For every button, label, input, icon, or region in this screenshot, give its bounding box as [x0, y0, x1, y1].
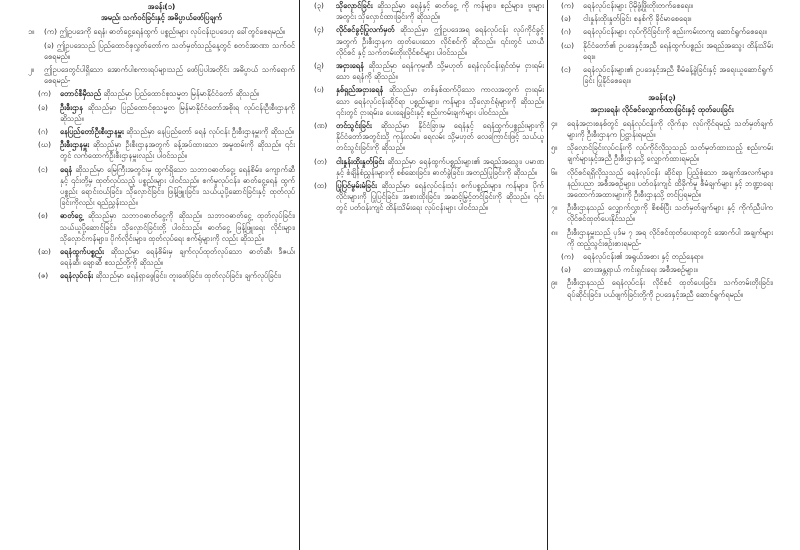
- section-text: လိုင်စင်ရရှိလိုသူသည် ရေနံလုပ်ငန်း ဆိုင်ရာ ပြည့်စုံသော အချက်အလက်များ၊ နည်းပညာ အစီအစဉ်များ၊ ပတ်ဝန်းကျင် ထိခိုက်မှု စီမံချက်များ နှင့် ဘဏ္ဍာရေး အထောက်အထားများကို ဦးစီးဌာနသို့ တင်ပြရမည်။: [567, 167, 773, 200]
- clause-text: ရေနံလုပ်ငန်းများ ပိုမိုဖွံ့ဖြိုးတိုးတက်စေရေး။: [583, 1, 693, 10]
- section-text: သိုလှောင်ခြင်းလုပ်ငန်းကို လုပ်ကိုင်လိုသူသည် သတ်မှတ်ထားသည့် စည်းကမ်းချက်များနှင့်အညီ ဦးစီးဌာနသို့ လျှောက်ထားရမည်။: [567, 143, 773, 164]
- clause-label: (ဇ): [38, 271, 49, 281]
- clause-label: (ဂ): [561, 27, 571, 37]
- section-list: [551, 118, 773, 249]
- clause-text: ငါးနှုန်းထိုးနှုတ်ခြင်း ဆိုသည်မှာ ရေနံထွက်ပစ္စည်းများ၏ အရည်အသွေး၊ ပမာဏ နှင့် စံချိန်စံညွှန်းများကို စစ်ဆေးခြင်း၊ ဓာတ်ခွဲခြင်း၊ အတည်ပြုခြင်းကို ဆိုသည်။: [336, 156, 544, 177]
- clause-label: (ခ): [38, 102, 48, 112]
- section-paragraph: [28, 40, 295, 62]
- clause-item: [561, 40, 773, 62]
- clause-item: [314, 120, 544, 154]
- clause-text: နိုင်ငံတော်၏ ဥပဒေနှင့်အညီ ရေနံထွက်ပစ္စည်း အရည်အသွေး ထိန်းသိမ်းရေး။: [583, 40, 773, 61]
- defined-term: ရေနံထွက်ပစ္စည်း: [60, 247, 104, 257]
- clause-label: (င): [38, 164, 48, 174]
- clause-label: (၄): [314, 25, 324, 35]
- chapter-title: အခန်း(၁): [147, 2, 176, 11]
- clause-text: ပြုပြင်မွမ်းမံခြင်း ဆိုသည်မှာ ရေနံလုပ်ငန်းသုံး စက်ပစ္စည်းများ၊ ကန်များ၊ ပိုက်လိုင်းများကို ပြုပြင်ခြင်း၊ အစားထိုးခြင်း၊ အဆင့်မြှင့်တင်ခြင်းကို ဆိုသည်။ ၎င်းတွင် ပတ်ဝန်းကျင် ထိန်းသိမ်းရေး လုပ်ငန်းများ ပါဝင်သည်။: [336, 181, 544, 213]
- clause-item: [38, 270, 295, 281]
- section-paragraph: [551, 227, 773, 249]
- defined-term: သိုလှောင်ခြင်း: [336, 1, 373, 10]
- clause-label: (ဃ): [561, 40, 574, 50]
- clause-label: (င): [561, 65, 571, 75]
- defined-term: တောင်စီမှီသည်: [60, 89, 102, 99]
- clause-label: (ဎ): [314, 85, 324, 95]
- clause-text: ရေနံလုပ်ငန်းများ လုပ်ကိုင်ခြင်းကို စည်းကမ်းတကျ ဆောင်ရွက်စေရေး။: [583, 27, 767, 37]
- clause-label: (က): [561, 252, 574, 262]
- clause-item: [314, 84, 544, 118]
- clause-item: [561, 13, 773, 24]
- section-number: ၇။: [551, 203, 558, 213]
- criteria-list: [551, 251, 773, 275]
- section-number: ၆။: [551, 167, 558, 177]
- section-text: ဦးစီးဌာနသည် လျှောက်လွှာကို စိစစ်ပြီး သတ်မှတ်ချက်များ နှင့် ကိုက်ညီပါက လိုင်စင်ထုတ်ပေးနိုင်သည်။: [567, 203, 773, 224]
- clause-label: (ဏ): [314, 121, 328, 131]
- clause-label: (၃): [314, 1, 324, 10]
- defined-term: လိုင်စင်ခွင့်ပြုလက်မှတ်: [336, 25, 395, 35]
- chapter-subtitle: အမည်၊ သက်ဝင်ခြင်းနှင့် အဓိပ္ပာယ်ဖော်ပြချက်: [100, 13, 223, 23]
- clause-label: (ဆ): [38, 247, 51, 257]
- clause-text: သိုလှောင်ခြင်း ဆိုသည်မှာ ရေနံနှင့် ဓာတ်ငွေ့ ကို ကန်များ၊ စည်များ၊ ဗူးများအတွင်း သိုလှောင်ထားခြင်းကို ဆိုသည်။: [336, 1, 544, 22]
- clause-item: [561, 264, 773, 275]
- clause-label: (ဂ): [38, 127, 48, 137]
- clause-text: ရေနံလုပ်ငန်း ဆိုသည်မှာ ရေနံရှာဖွေခြင်း၊ တူးဖော်ခြင်း၊ ထုတ်လုပ်ခြင်း၊ ချက်လုပ်ခြင်း၊: [60, 271, 281, 281]
- clause-label: (ခ): [561, 14, 571, 24]
- section-number: ၂။: [28, 65, 34, 75]
- section-paragraph: [28, 26, 295, 37]
- clause-text: ငါးနှုန်းထိုးနှုတ်ခြင်း စနစ်ကို ခိုင်မာစေရေး။: [583, 14, 692, 24]
- defined-term: ဦးစီးဌာနမှူး: [60, 140, 90, 150]
- clause-text: အငှားရေနံ ဆိုသည်မှာ ရေနံကုမ္ပဏီ သို့မဟုတ် ရေနံလုပ်ငန်းရှင်ထံမှ ငှားရမ်းသော ရေနံကို ဆိုသည်။: [336, 61, 544, 82]
- clause-item: [561, 64, 773, 86]
- clause-item: [561, 0, 773, 11]
- section-number: ၉။: [551, 278, 558, 288]
- clause-item: [314, 24, 544, 58]
- clause-text: ရေနံလုပ်ငန်း၏ အရွယ်အစား နှင့် တည်နေရာ။: [583, 252, 704, 262]
- section-number: [28, 40, 44, 62]
- section-text: ဤဥပဒေတွင်ပါရှိသော အောက်ပါစကားရပ်များသည် ဖော်ပြပါအတိုင်း အဓိပ္ပာယ် သက်ရောက်စေရမည်-: [44, 65, 295, 86]
- section-text: (က) ဤဥပဒေကို ရေနံ၊ ဓာတ်ငွေ့ရေနံထွက် ပစ္စည်းများ လုပ်ငန်းဥပဒေဟု ခေါ်တွင်စေရမည်။: [44, 27, 286, 37]
- left-column: [28, 0, 295, 550]
- clause-label: (တ): [314, 156, 327, 166]
- clause-text: ဓာတ်ငွေ့ ဆိုသည်မှာ သဘာဝဓာတ်ငွေ့ကို ဆိုသည်။ သဘာဝဓာတ်ငွေ့ ထုတ်လုပ်ခြင်း၊ သယ်ယူပို့ဆောင်ခြင်း၊ သိုလှောင်ခြင်းတို့ ပါဝင်သည်။ ဓာတ်ငွေ့ ဖြန့်ဖြူးရေး လိုင်းများ၊ သိုလှောင်ကန်များ၊ ပိုက်လိုင်းများ၊ ထုတ်လုပ်ရေး စက်ရုံများကို လည်း ဆိုသည်။: [60, 211, 295, 243]
- clause-text: လိုင်စင်ခွင့်ပြုလက်မှတ် ဆိုသည်မှာ ဤဥပဒေအရ ရေနံလုပ်ငန်း လုပ်ကိုင်ခွင့်အတွက် ဦးစီးဌာနက ထုတ်ပေးသော လိုင်စင်ကို ဆိုသည်။ ၎င်းတွင် ယာယီလိုင်စင် နှင့် သက်တမ်းတိုးလိုင်စင်များ ပါဝင်သည်။: [336, 25, 544, 57]
- clause-item: [314, 60, 544, 82]
- section-text: ရေနံအငှားစနစ်တွင် ရေနံလုပ်ငန်းကို လိုက်နာ လုပ်ကိုင်ရမည့် သတ်မှတ်ချက်များကို ဦးစီးဌာနက ပြဋ္ဌာန်းရမည်။: [567, 118, 773, 140]
- clause-item: [38, 88, 295, 99]
- clause-text: နှစ်ရှည်အငှားရေနံ ဆိုသည်မှာ တစ်နှစ်ထက်ပိုသော ကာလအတွက် ငှားရမ်းသော ရေနံလုပ်ငန်းဆိုင်ရာ ပစ္စည်းများ၊ ကန်များ၊ သိုလှောင်ရုံများကို ဆိုသည်။ ၎င်းတွင် ငှားရမ်းခ ပေးချေခြင်းနှင့် စည်းကမ်းချက်များ ပါဝင်သည်။: [336, 85, 544, 117]
- clause-item: [561, 26, 773, 37]
- clause-item: [38, 210, 295, 244]
- defined-term: ငါးနှုန်းထိုးနှုတ်ခြင်း: [336, 156, 385, 166]
- clause-label: (ဍ): [314, 61, 324, 71]
- section-text: ဦးစီးဌာနမှူးသည် ပုဒ်မ ၇ အရ လိုင်စင်ထုတ်ပေးရာတွင် အောက်ပါ အချက်များ ကို ထည့်သွင်းစဉ်းစားရမည်-: [567, 227, 773, 248]
- middle-column: [304, 0, 544, 550]
- defined-term: ရေနံ: [60, 164, 73, 174]
- clause-item: [314, 180, 544, 214]
- clause-item: [38, 126, 295, 137]
- clause-label: (က): [561, 1, 574, 10]
- defined-term: ဦးစီးဌာန: [60, 102, 83, 112]
- clause-text: ရေနံ ဆိုသည်မှာ မြေကြီးအတွင်းမှ ထွက်ရှိသော သဘာဝဓာတ်ငွေ့၊ ရေနံစိမ်း၊ ကျောက်ဆီ နှင့် ၎င်းတို့မှ ထုတ်လုပ်သည့် ပစ္စည်းများ ပါဝင်သည်။ စက်မှုလုပ်ငန်း၊ ဓာတ်ငွေ့ရေနံ ထွက်ပစ္စည်း ရောင်းဝယ်ခြင်း၊ သိုလှောင်ခြင်း၊ ဖြန့်ဖြူးခြင်း၊ သယ်ယူပို့ဆောင်ခြင်းနှင့် ထုတ်လုပ်ခြင်းကိုလည်း ရည်ညွှန်းသည်။: [60, 164, 295, 208]
- clause-label: (ခ): [561, 265, 571, 275]
- definition-list: [28, 88, 295, 281]
- section-text: ဦးစီးဌာနသည် ရေနံလုပ်ငန်း လိုင်စင် ထုတ်ပေးခြင်း၊ သက်တမ်းတိုးခြင်း၊ ရပ်ဆိုင်းခြင်း၊ ပယ်ဖျက်ခြင်းတို့ကို ဥပဒေနှင့်အညီ ဆောင်ရွက်ရမည်။: [567, 278, 773, 299]
- clause-text: တင်သွင်းခြင်း ဆိုသည်မှာ နိုင်ငံခြားမှ ရေနံနှင့် ရေနံထွက်ပစ္စည်းများကို နိုင်ငံတော်အတွင်းသို့ ကုန်းလမ်း၊ ရေလမ်း သို့မဟုတ် လေကြောင်းဖြင့် သယ်ယူတင်သွင်းခြင်းကို ဆိုသည်။: [336, 121, 544, 153]
- section-number: ၁။: [28, 27, 35, 37]
- section-number: ၅။: [551, 143, 558, 153]
- clause-item: [561, 251, 773, 262]
- defined-term: နှစ်ရှည်အငှားရေနံ: [336, 85, 384, 95]
- chapter-title: အခန်း(၃): [648, 93, 676, 103]
- defined-term: တင်သွင်းခြင်း: [336, 121, 372, 131]
- defined-term: နေပြည်တော်ဦးစီးဌာနမှူး: [60, 127, 124, 137]
- section-list: [28, 26, 295, 86]
- clause-label: (ဃ): [38, 140, 51, 150]
- clause-label: (ထ): [314, 181, 327, 191]
- chapter-subtitle: အငှားရေနံ၊ လိုင်စင်လျှောက်ထားခြင်းနှင့် ထုတ်ပေးခြင်း: [590, 104, 734, 114]
- clause-text: ဘေးအန္တရာယ် ကင်းရှင်းရေး အစီအစဉ်များ။: [583, 265, 698, 275]
- section-paragraph: [551, 202, 773, 224]
- section-text: (ခ) ဤဥပဒေသည် ပြည်ထောင်စုလွှတ်တော်က သတ်မှတ်သည့်နေ့တွင် စတင်အာဏာ သက်ဝင်စေရမည်။: [44, 40, 295, 61]
- column-divider: [299, 0, 300, 550]
- clause-item: [38, 246, 295, 268]
- right-column: [551, 0, 773, 550]
- clause-item: [38, 102, 295, 124]
- clause-item: [38, 164, 295, 209]
- clause-text: နေပြည်တော်ဦးစီးဌာနမှူး ဆိုသည်မှာ နေပြည်တော် ရေနံ လုပ်ငန်း ဦးစီးဌာနမှူးကို ဆိုသည်။: [60, 127, 295, 137]
- clause-item: [38, 139, 295, 161]
- clause-text: ရေနံထွက်ပစ္စည်း ဆိုသည်မှာ ရေနံစိမ်းမှ ချက်လုပ်ထုတ်လုပ်သော ဓာတ်ဆီ၊ ဒီဇယ်၊ ရေနံဆီ၊ ချောဆီ စသည်တို့ကို ဆိုသည်။: [60, 247, 295, 268]
- section-paragraph: [551, 277, 773, 299]
- section-paragraph: [551, 167, 773, 201]
- clause-item: [314, 156, 544, 178]
- section-paragraph: [551, 142, 773, 164]
- defined-term: ဓာတ်ငွေ့: [60, 211, 83, 221]
- defined-term: ပြုပြင်မွမ်းမံခြင်း: [336, 181, 377, 191]
- clause-text: ဦးစီးဌာနမှူး ဆိုသည်မှာ ဦးစီးဌာနအတွက် ခန့်အပ်ထားသော အမှုထမ်းကို ဆိုသည်။ ၎င်းတွင် လက်ထောက်ဦးစီးဌာနမှူးလည်း ပါဝင်သည်။: [60, 140, 295, 161]
- clause-text: တောင်စီမှီသည် ဆိုသည်မှာ ပြည်ထောင်စုသမ္မတ မြန်မာနိုင်ငံတော် ဆိုသည်။: [60, 89, 260, 99]
- column-divider: [547, 0, 548, 550]
- defined-term: အငှားရေနံ: [336, 61, 364, 71]
- clause-label: (စ): [38, 211, 48, 221]
- section-number: ၄။: [551, 118, 558, 128]
- defined-term: ရေနံလုပ်ငန်း: [60, 271, 94, 281]
- section-paragraph: [551, 118, 773, 140]
- definition-list: [304, 0, 544, 214]
- clause-label: (က): [38, 89, 51, 99]
- clause-text: ဦးစီးဌာန ဆိုသည်မှာ ပြည်ထောင်စုသမ္မတ မြန်မာနိုင်ငံတော်အစိုးရ လုပ်ငန်းဦးစီးဌာနကို ဆိုသည်။: [60, 102, 295, 123]
- section-number: ၈။: [551, 227, 558, 237]
- clause-text: ရေနံလုပ်ငန်းများ၏ ဥပဒေနှင့်အညီ စီမံခန့်ခွဲခြင်းနှင့် အရေးယူဆောင်ရွက်ခြင်း ပြုနိုင်စေရေး။: [583, 65, 773, 86]
- section-list: [551, 277, 773, 299]
- clause-item: [314, 0, 544, 22]
- section-paragraph: [28, 64, 295, 86]
- objective-list: [551, 0, 773, 86]
